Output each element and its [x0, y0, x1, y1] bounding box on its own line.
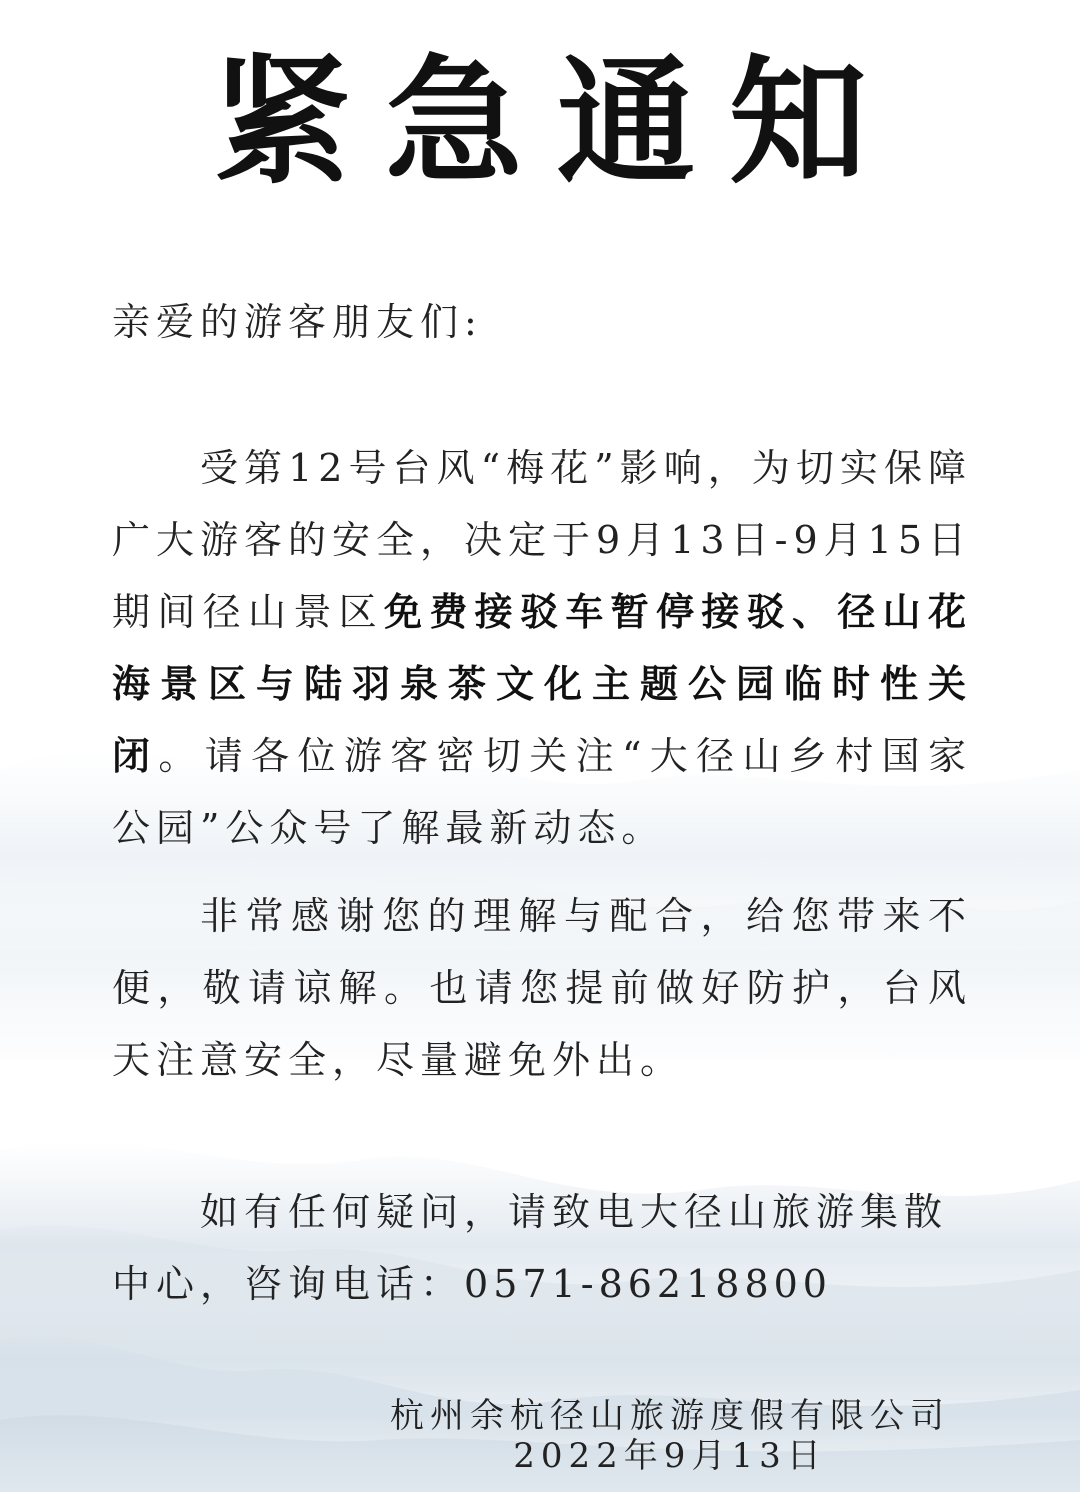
paragraph1-text-start: 受第12号台风“梅花”影响，为切实保障广大游客的安全，决定于9月13日-9月15日期间径山景区	[112, 446, 972, 634]
signature-date: 2022年9月13日	[513, 1436, 827, 1476]
paragraph-typhoon-closure	[112, 432, 972, 864]
notice-title: 紧急通知	[212, 40, 901, 203]
contact-phone: 0571-86218800	[464, 1262, 832, 1306]
signature-company: 杭州余杭径山旅游度假有限公司	[390, 1396, 950, 1436]
paragraph-contact	[112, 1176, 972, 1320]
greeting: 亲爱的游客朋友们:	[112, 300, 483, 344]
paragraph-apology: 非常感谢您的理解与配合，给您带来不便，敬请谅解。也请您提前做好防护，台风天注意安全，尽量避免外出。	[112, 894, 972, 1082]
contact-text: 如有任何疑问，请致电大径山旅游集散中心，咨询电话：	[112, 1190, 949, 1306]
paragraph1-text-end: 。请各位游客密切关注“大径山乡村国家公园”公众号了解最新动态。	[112, 734, 972, 850]
paragraph1-bold-closure: 免费接驳车暂停接驳、径山花海景区与陆羽泉茶文化主题公园临时性关闭	[112, 589, 972, 778]
